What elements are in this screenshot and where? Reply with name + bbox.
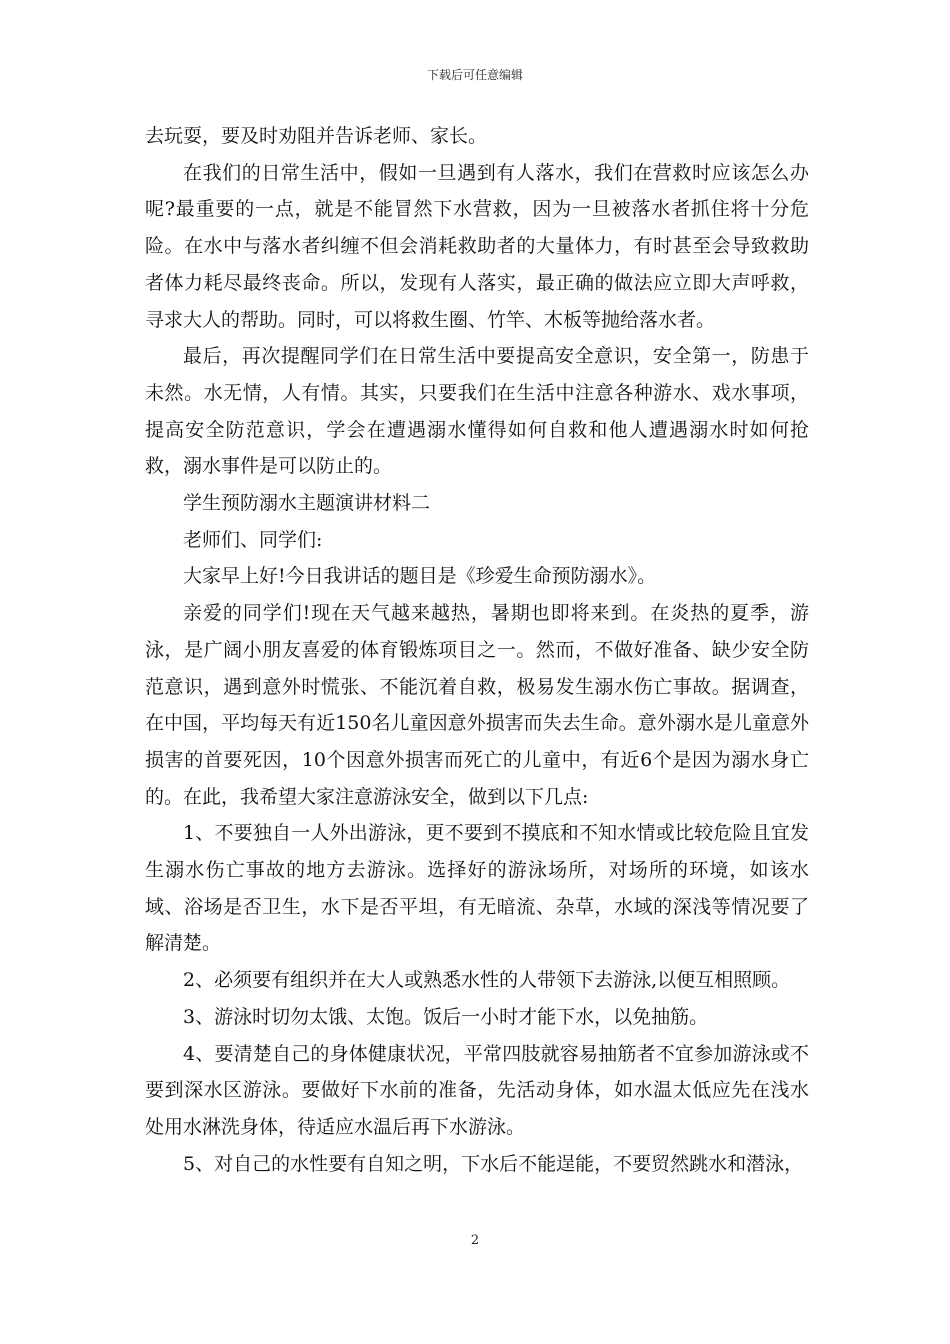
- page-number: 2: [470, 1233, 480, 1248]
- document-body: [145, 118, 809, 1182]
- paragraph-continuation: 去玩耍，要及时劝阻并告诉老师、家长。: [145, 125, 488, 147]
- list-item-4: 4、要清楚自己的身体健康状况，平常四肢就容易抽筋者不宜参加游泳或不要到深水区游泳。要做好下水前的准备，先活动身体，如水温太低应先在浅水处用水淋洗身体，待适应水温后再下水游泳。: [145, 1042, 809, 1138]
- list-item-5: 5、对自己的水性要有自知之明，下水后不能逞能，不要贸然跳水和潜泳，: [183, 1152, 804, 1175]
- section-title: 学生预防溺水主题演讲材料二: [183, 492, 431, 515]
- page-header: 下载后可任意编辑: [426, 68, 523, 82]
- paragraph-introduction: 亲爱的同学们!现在天气越来越热，暑期也即将来到。在炎热的夏季，游泳，是广阔小朋友喜爱的体育锻炼项目之一。然而，不做好准备、缺少安全防范意识，遇到意外时慌张、不能沉着自救，极易发生溺水伤亡事故。据调查，在中国，平均每天有近150名儿童因意外损害而失去生命。意外溺水是儿童意外损害的首要死因，10个因意外损害而死亡的儿童中，有近6个是因为溺水身亡的。在此，我希望大家注意游泳安全，做到以下几点:: [145, 602, 809, 808]
- greeting: 大家早上好!今日我讲话的题目是《珍爱生命预防溺水》。: [183, 565, 657, 588]
- list-item-3: 3、游泳时切勿太饿、太饱。饭后一小时才能下水，以免抽筋。: [183, 1005, 709, 1028]
- paragraph-rescue-advice: 在我们的日常生活中，假如一旦遇到有人落水，我们在营救时应该怎么办呢?最重要的一点，就是不能冒然下水营救，因为一旦被落水者抓住将十分危险。在水中与落水者纠缠不但会消耗救助者的大量体力，有时甚至会导致救助者体力耗尽最终丧命。所以，发现有人落实，最正确的做法应立即大声呼救，寻求大人的帮助。同时，可以将救生圈、竹竿、木板等抛给落水者。: [145, 161, 809, 331]
- list-item-2: 2、必须要有组织并在大人或熟悉水性的人带领下去游泳,以便互相照顾。: [183, 969, 791, 992]
- paragraph-closing-reminder: 最后，再次提醒同学们在日常生活中要提高安全意识，安全第一，防患于未然。水无情，人有情。其实，只要我们在生活中注意各种游水、戏水事项，提高安全防范意识，学会在遭遇溺水懂得如何自救和他人遭遇溺水时如何抢救，溺水事件是可以防止的。: [145, 345, 809, 478]
- list-item-1: 1、不要独自一人外出游泳，更不要到不摸底和不知水情或比较危险且宜发生溺水伤亡事故的地方去游泳。选择好的游泳场所，对场所的环境，如该水域、浴场是否卫生，水下是否平坦，有无暗流、杂草，水域的深浅等情况要了解清楚。: [145, 822, 809, 955]
- salutation: 老师们、同学们:: [183, 528, 323, 551]
